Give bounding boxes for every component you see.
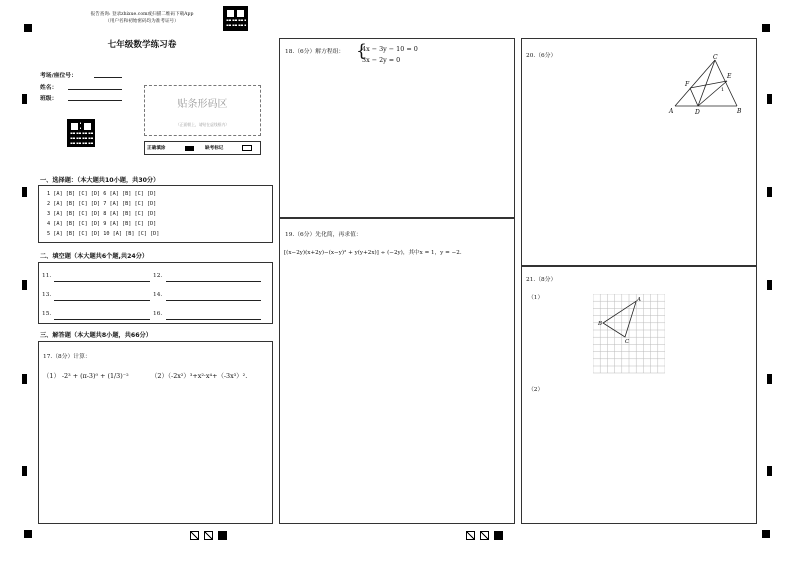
page-marker <box>204 531 213 540</box>
q20-label-f: F <box>685 81 690 88</box>
barcode-area-hint: （正面朝上，请贴在虚线框内） <box>175 122 230 127</box>
timing-mark <box>22 94 27 104</box>
fill-blank-box <box>38 262 273 324</box>
q19-answer-box[interactable] <box>279 218 515 524</box>
page-marker <box>218 531 227 540</box>
q18-equation2: 3x − 2y = 0 <box>362 56 401 64</box>
choice-row[interactable]: 5 [A] [B] [C] [D] 10 [A] [B] [C] [D] <box>47 231 160 237</box>
choice-row[interactable]: 1 [A] [B] [C] [D] 6 [A] [B] [C] [D] <box>47 191 157 197</box>
timing-mark <box>22 280 27 290</box>
q17-part1: （1） -2³ + (π-3)⁰ + (1/3)⁻² <box>43 372 129 380</box>
name-label: 姓名： <box>40 85 58 91</box>
q21-heading: 21.（8分） <box>526 277 557 283</box>
blank-label-12: 12. <box>153 273 163 279</box>
blank-line-12[interactable] <box>166 273 261 282</box>
blank-label-16: 16. <box>153 311 163 317</box>
choice-row[interactable]: 3 [A] [B] [C] [D] 8 [A] [B] [C] [D] <box>47 211 157 217</box>
timing-mark <box>767 187 772 197</box>
blank-label-11: 11. <box>42 273 52 279</box>
q21-part1: （1） <box>528 295 544 301</box>
page-marker <box>494 531 503 540</box>
student-qr-code <box>67 119 95 147</box>
blank-line-16[interactable] <box>166 311 261 320</box>
report-notice-line2: （用户名和初始密码均为准考证号） <box>105 19 179 24</box>
q20-label-a: A <box>669 108 674 115</box>
page-title: 七年级数学练习卷 <box>107 40 177 50</box>
q21-grid-figure <box>593 294 665 374</box>
absent-mark-box[interactable] <box>242 145 252 151</box>
blank-label-13: 13. <box>42 292 52 298</box>
q20-label-angle1: 1 <box>721 87 725 93</box>
exam-seat-field[interactable] <box>94 70 122 78</box>
page-marker <box>466 531 475 540</box>
page-marker <box>480 531 489 540</box>
q21-label-c: C <box>625 339 630 345</box>
timing-mark <box>767 280 772 290</box>
q18-brace: { <box>356 41 367 61</box>
section1-title: 一、选择题：（本大题共10小题，共30分） <box>40 177 160 184</box>
timing-mark <box>24 24 32 32</box>
timing-mark <box>22 374 27 384</box>
q20-heading: 20.（6分） <box>526 53 557 59</box>
timing-mark <box>767 466 772 476</box>
blank-label-15: 15. <box>42 311 52 317</box>
correct-fill-label: 正确填涂 <box>147 146 166 151</box>
timing-mark <box>22 466 27 476</box>
choice-row[interactable]: 2 [A] [B] [C] [D] 7 [A] [B] [C] [D] <box>47 201 157 207</box>
q21-answer-box[interactable] <box>521 266 757 524</box>
correct-fill-sample <box>185 146 194 151</box>
q20-answer-box[interactable] <box>521 38 757 266</box>
choice-answer-box <box>38 185 273 243</box>
timing-mark <box>762 24 770 32</box>
q19-expression: [(x−2y)(x+2y)−(x−y)² + y(y+2x)] ÷ (−2y)，其中x = 1，y = −2. <box>284 250 462 256</box>
blank-line-15[interactable] <box>54 311 150 320</box>
q18-answer-box[interactable] <box>279 38 515 218</box>
q19-heading: 19.（6分）先化简，再求值： <box>285 232 362 238</box>
fill-legend <box>144 141 261 155</box>
q17-answer-box[interactable] <box>38 341 273 524</box>
q21-label-a: A <box>637 297 641 303</box>
blank-label-14: 14. <box>153 292 163 298</box>
page-marker <box>190 531 199 540</box>
timing-mark <box>767 94 772 104</box>
exam-seat-label: 考场/座位号： <box>40 73 77 79</box>
class-label: 班级： <box>40 96 58 102</box>
q21-part2: （2） <box>528 387 544 393</box>
section2-title: 二、填空题（本大题共6个题,共24分） <box>40 253 149 260</box>
report-notice-line1: 报告查询: 登录zhixue.com或扫描二维码下载App <box>90 12 194 17</box>
q20-label-c: C <box>713 54 718 61</box>
q18-equation1: 4x − 3y − 10 = 0 <box>362 45 418 53</box>
timing-mark <box>767 374 772 384</box>
q20-label-e: E <box>727 73 732 80</box>
absent-mark-label: 缺考标记 <box>205 146 224 151</box>
q20-label-b: B <box>737 108 742 115</box>
timing-mark <box>24 530 32 538</box>
blank-line-13[interactable] <box>54 292 150 301</box>
app-qr-code[interactable] <box>223 6 248 31</box>
section3-title: 三、解答题（本大题共8小题，共66分） <box>40 332 152 339</box>
q20-label-d: D <box>695 109 700 116</box>
q18-heading: 18.（6分）解方程组： <box>285 49 345 55</box>
timing-mark <box>762 530 770 538</box>
barcode-area-label: 贴条形码区 <box>177 99 228 110</box>
q17-heading: 17.（8分）计算： <box>43 354 91 360</box>
q17-part2: （2）（-2x²）³+x²·x⁴+（-3x³）². <box>151 372 248 380</box>
report-notice <box>62 11 222 25</box>
timing-mark <box>22 187 27 197</box>
q20-triangle-figure <box>667 51 747 116</box>
blank-line-14[interactable] <box>166 292 261 301</box>
choice-row[interactable]: 4 [A] [B] [C] [D] 9 [A] [B] [C] [D] <box>47 221 157 227</box>
barcode-area[interactable] <box>144 85 261 136</box>
class-field[interactable] <box>68 93 122 101</box>
blank-line-11[interactable] <box>54 273 150 282</box>
name-field[interactable] <box>68 82 122 90</box>
q21-label-b: B <box>598 321 603 327</box>
